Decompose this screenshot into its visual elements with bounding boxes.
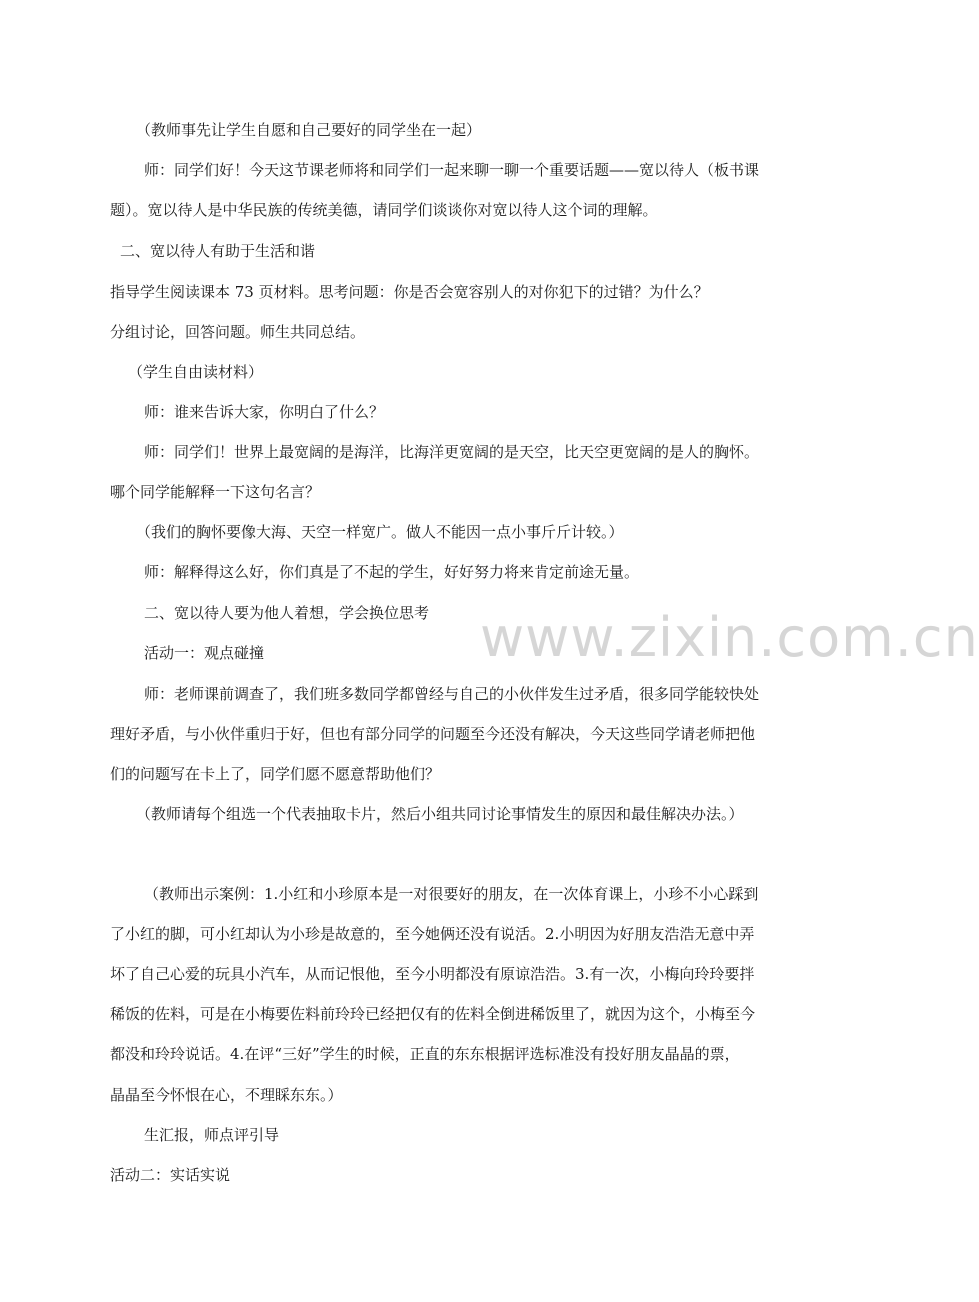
section-heading: 二、宽以待人有助于生活和谐 <box>120 242 316 260</box>
text-line: （我们的胸怀要像大海、天空一样宽广。做人不能因一点小事斤斤计较。） <box>136 523 624 541</box>
activity-heading: 活动一：观点碰撞 <box>144 644 265 662</box>
text-line: 了小红的脚，可小红却认为小珍是故意的，至今她俩还没有说活。2.小明因为好朋友浩浩无意中弄 <box>110 925 755 943</box>
watermark: www.zixin.com.cn <box>480 606 979 669</box>
activity-heading: 活动二：实话实说 <box>110 1166 231 1184</box>
text-line: 题）。宽以待人是中华民族的传统美德，请同学们谈谈你对宽以待人这个词的理解。 <box>110 201 658 219</box>
text-line: （教师请每个组选一个代表抽取卡片，然后小组共同讨论事情发生的原因和最佳解决办法。） <box>136 805 744 823</box>
text-line: （学生自由读材料） <box>128 363 264 381</box>
text-line: 们的问题写在卡上了，同学们愿不愿意帮助他们？ <box>110 765 441 783</box>
text-line: 师：解释得这么好，你们真是了不起的学生，好好努力将来肯定前途无量。 <box>144 563 640 581</box>
text-line: 坏了自己心爱的玩具小汽车，从而记恨他，至今小明都没有原谅浩浩。3.有一次，小梅向玲玲要拌 <box>110 965 755 983</box>
text-line: 都没和玲玲说话。4.在评“三好”学生的时候，正直的东东根据评选标准没有投好朋友晶晶的票， <box>110 1045 740 1063</box>
text-line: 晶晶至今怀恨在心，不理睬东东。） <box>110 1086 343 1104</box>
text-line: 生汇报，师点评引导 <box>144 1126 280 1144</box>
section-heading: 二、宽以待人要为他人着想，学会换位思考 <box>144 604 430 622</box>
text-line: 师：同学们好！今天这节课老师将和同学们一起来聊一聊一个重要话题——宽以待人（板书课 <box>144 161 760 179</box>
text-line: 师：同学们！世界上最宽阔的是海洋，比海洋更宽阔的是天空，比天空更宽阔的是人的胸怀。 <box>144 443 760 461</box>
text-line: （教师出示案例：1.小红和小珍原本是一对很要好的朋友，在一次体育课上，小珍不小心踩到 <box>144 885 759 903</box>
text-line: 哪个同学能解释一下这句名言？ <box>110 483 321 501</box>
text-line: 分组讨论，回答问题。师生共同总结。 <box>110 323 366 341</box>
text-line: 师：谁来告诉大家，你明白了什么？ <box>144 403 385 421</box>
text-line: 师：老师课前调查了，我们班多数同学都曾经与自己的小伙伴发生过矛盾，很多同学能较快处 <box>144 685 760 703</box>
text-line: 稀饭的佐料，可是在小梅要佐料前玲玲已经把仅有的佐料全倒进稀饭里了，就因为这个，小梅至今 <box>110 1005 756 1023</box>
text-line: （教师事先让学生自愿和自己要好的同学坐在一起） <box>136 121 482 139</box>
text-line: 指导学生阅读课本 73 页材料。思考问题：你是否会宽容别人的对你犯下的过错？为什么？ <box>110 283 709 301</box>
text-line: 理好矛盾，与小伙伴重归于好，但也有部分同学的问题至今还没有解决，今天这些同学请老师把他 <box>110 725 756 743</box>
